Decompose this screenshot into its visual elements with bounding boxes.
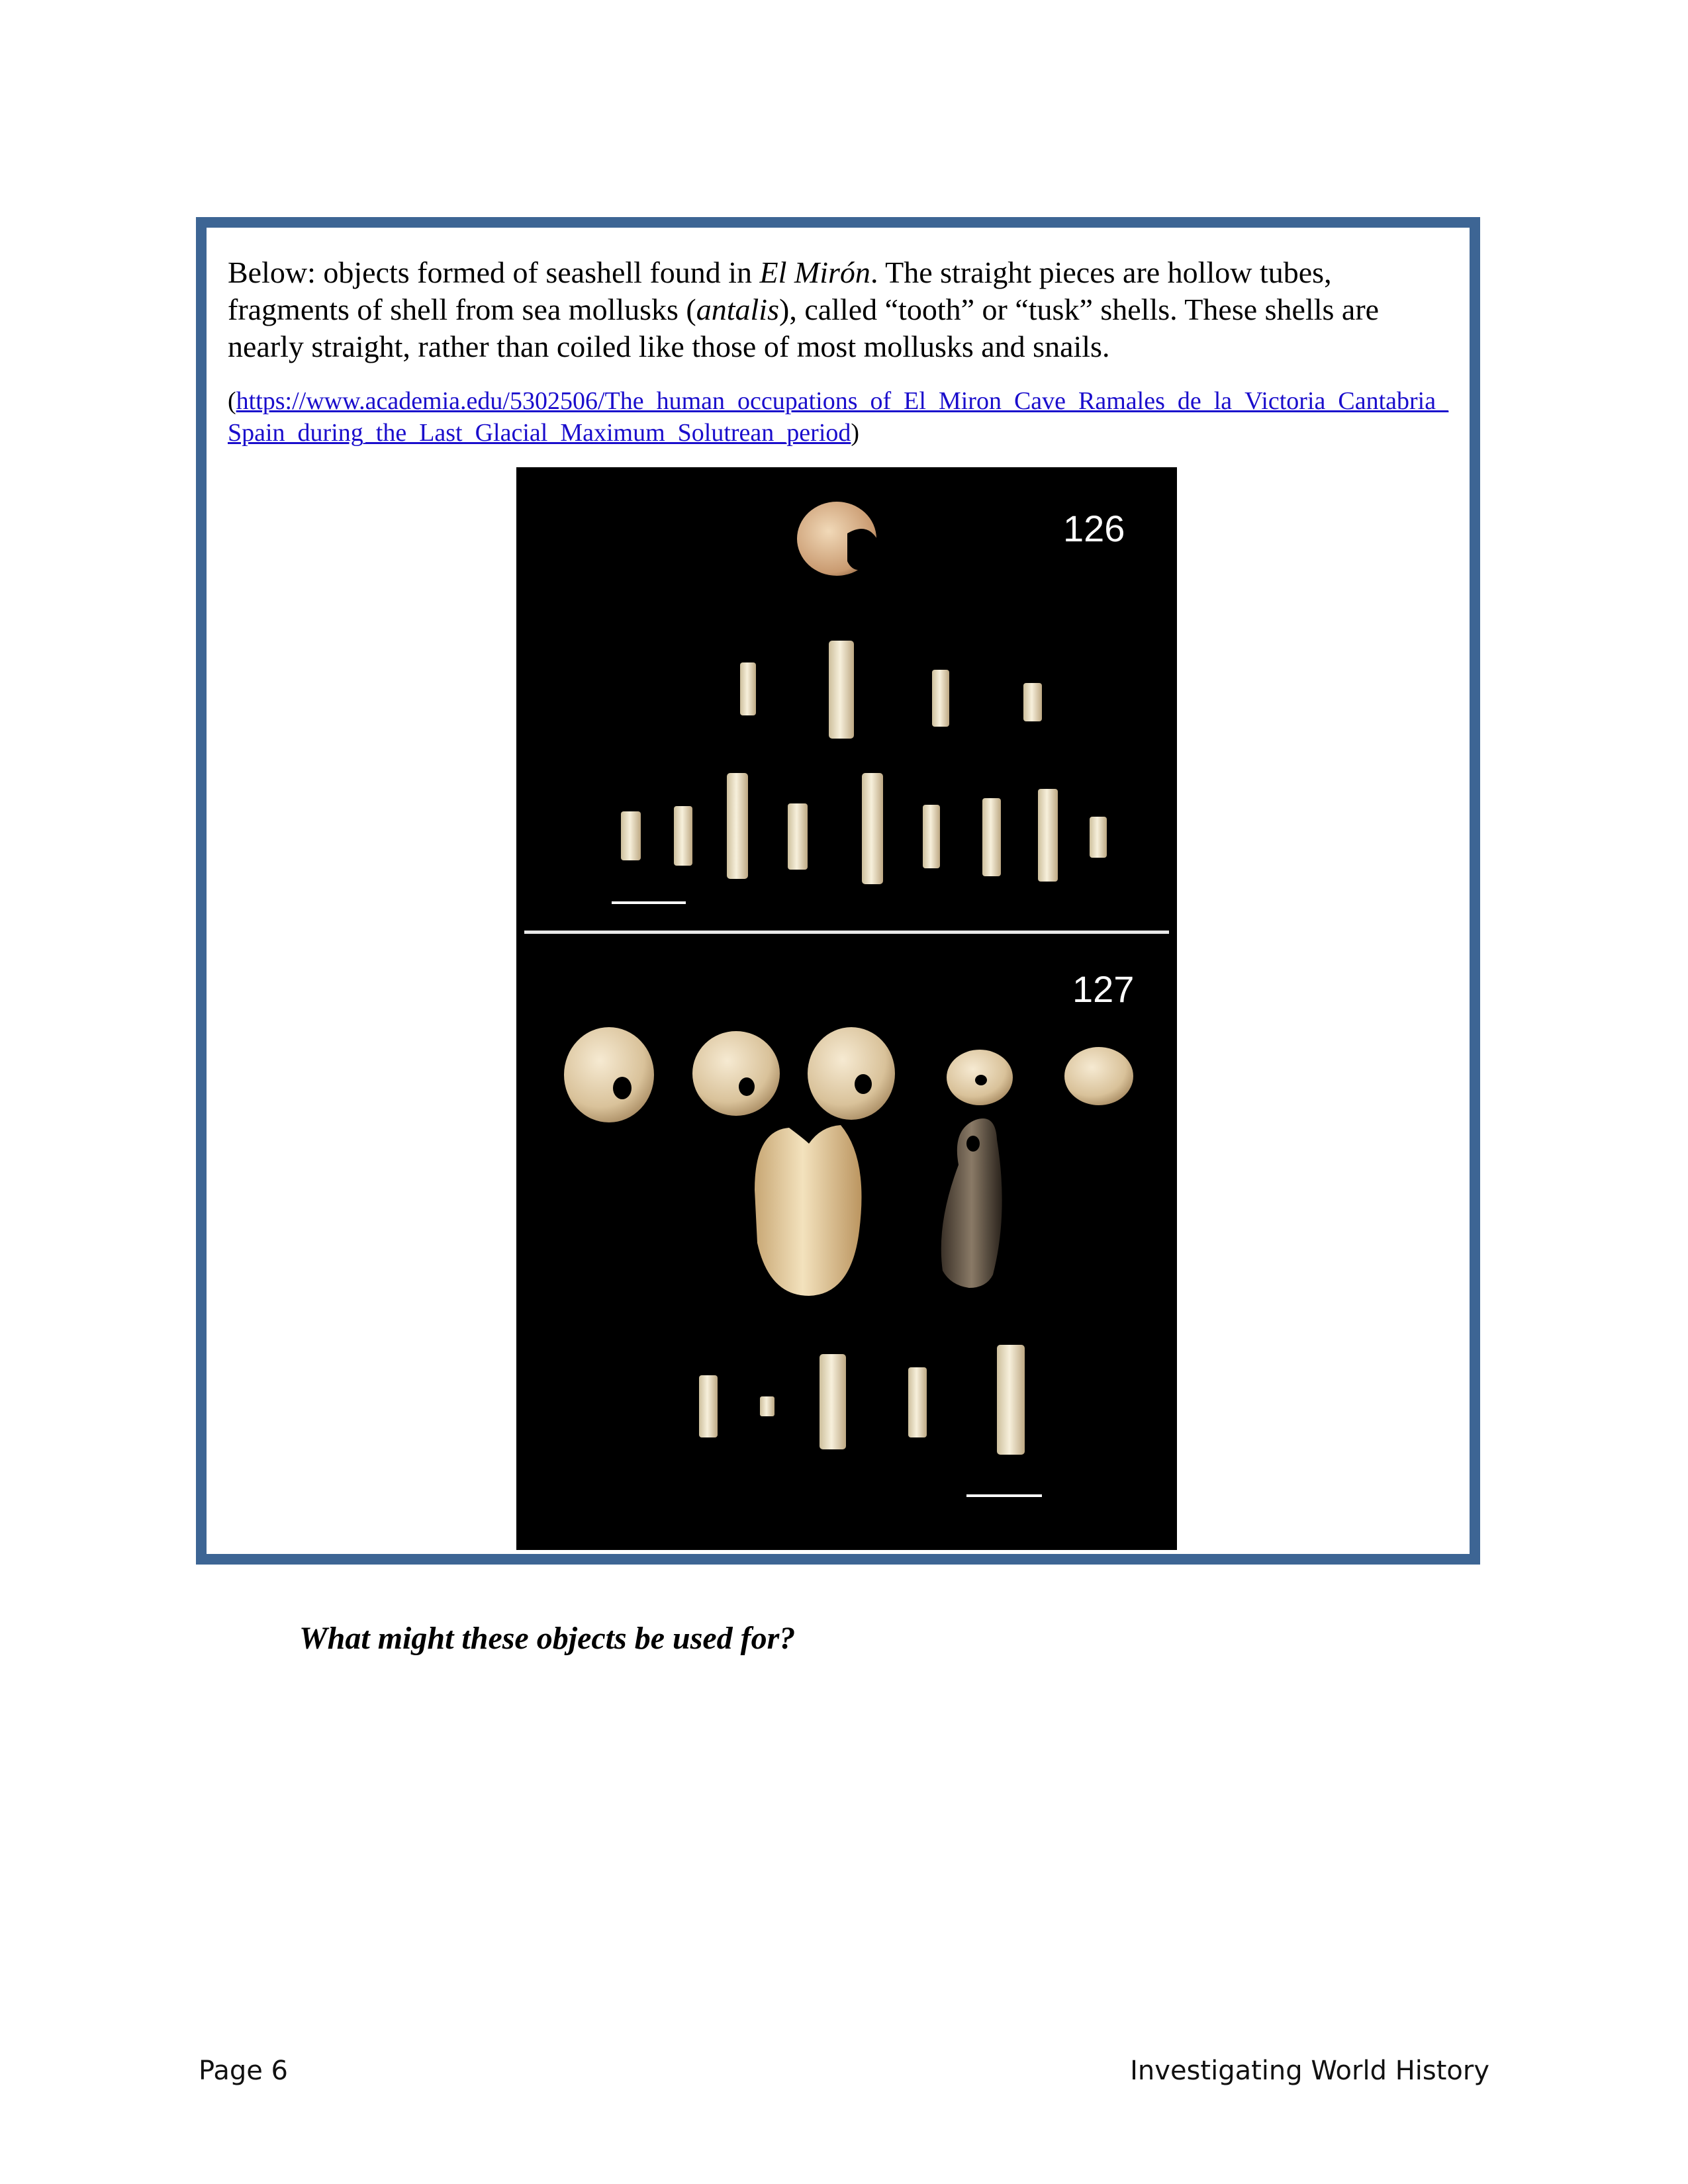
panel-divider <box>524 931 1169 934</box>
figure-label-127: 127 <box>1072 968 1135 1010</box>
caption-text: . The straight pieces are hollow tubes, fragments of shell from sea mollusks ( <box>228 255 1332 326</box>
shell-artifacts-photo <box>516 467 1177 1550</box>
source-citation: (https://www.academia.edu/5302506/The_human_occupations_of_El_Miron_Cave_Ramales_de_la_Victoria_Cantabria_Spain_during_the_Last_Glacial_Maximum_Solutrean_period) <box>228 387 1449 447</box>
footer-title: Investigating World History <box>1130 2056 1489 2086</box>
shell-fragment-and-pendant <box>755 1118 1002 1296</box>
caption-text: ), called “tooth” or “tusk” shells. These shells are nearly straight, rather than coiled like those of most mollusks and snails. <box>228 293 1380 363</box>
site-name: El Mirón <box>759 255 870 289</box>
page-number: Page 6 <box>199 2056 288 2086</box>
figure-caption <box>228 254 1459 365</box>
species-name: antalis <box>696 293 779 326</box>
figure-label-126: 126 <box>1063 508 1125 549</box>
tusk-shell-tubes-row-1 <box>740 641 1042 739</box>
discussion-question: What might these objects be used for? <box>299 1621 796 1656</box>
source-link[interactable]: https://www.academia.edu/5302506/The_human_occupations_of_El_Miron_Cave_Ramales_de_la_Victoria_Cantabria_Spain_during_the_Last_Glacial_Maximum_Solutrean_period <box>228 387 1449 447</box>
caption-text: Below: objects formed of seashell found in <box>228 255 760 289</box>
coiled-shell-illustration <box>797 502 878 576</box>
tusk-shell-tubes-row-3 <box>699 1345 1042 1497</box>
perforated-shell-beads <box>564 1027 1133 1122</box>
tusk-shell-tubes-row-2 <box>612 773 1107 904</box>
